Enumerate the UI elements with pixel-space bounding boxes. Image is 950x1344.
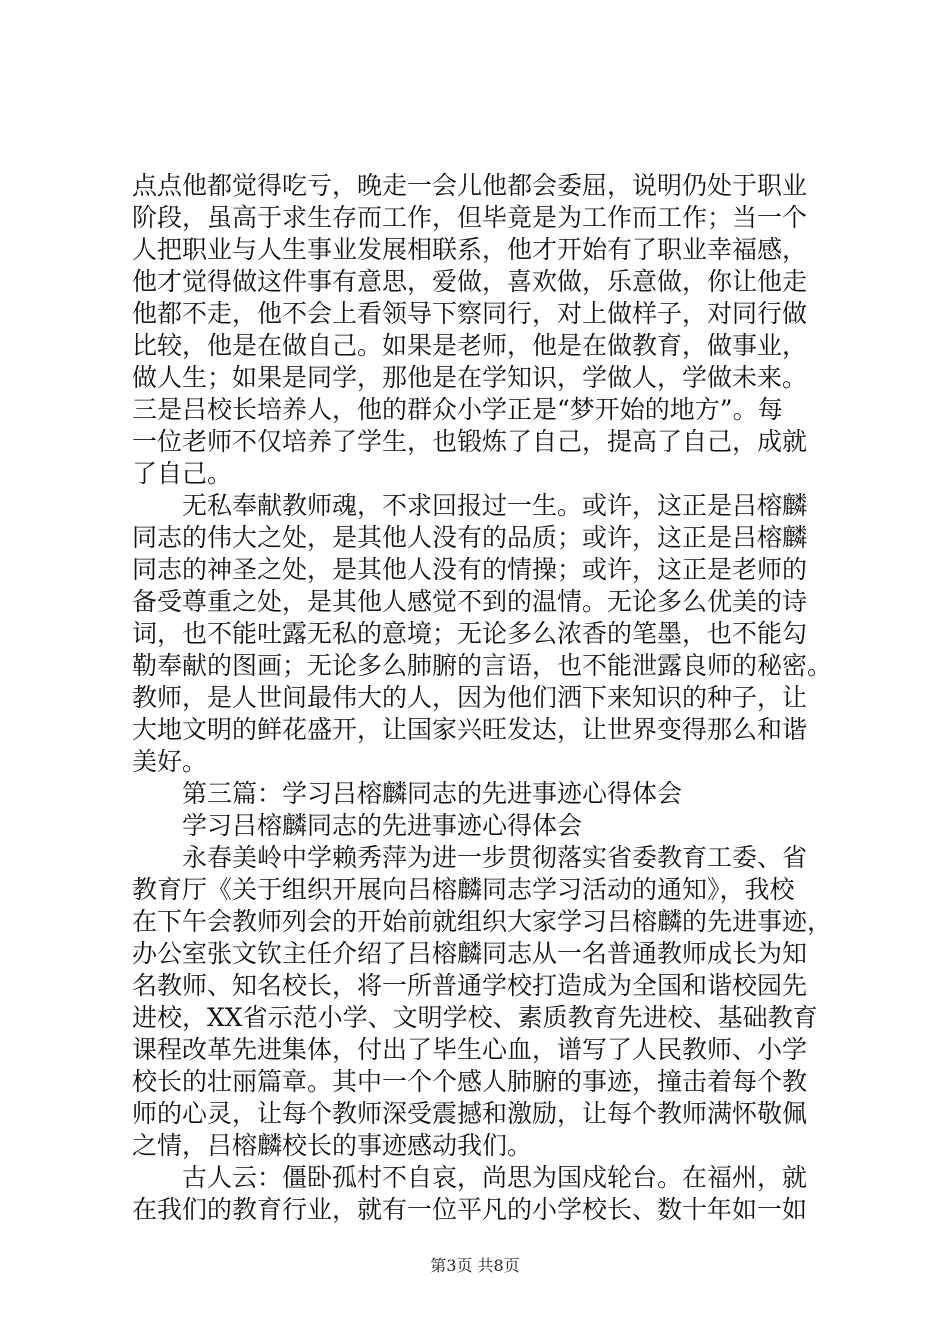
text-line: 在下午会教师列会的开始前就组织大家学习吕榕麟的先进事迹， <box>132 907 833 936</box>
text-line: 课程改革先进集体，付出了毕生心血，谱写了人民教师、小学 <box>132 1035 808 1064</box>
text-line: 比较，他是在做自己。如果是老师，他是在做教育，做事业， <box>132 331 808 360</box>
text-line: 点点他都觉得吃亏，晚走一会儿他都会委屈，说明仍处于职业 <box>132 171 808 200</box>
text-line: 在我们的教育行业，就有一位平凡的小学校长、数十年如一如 <box>132 1195 808 1224</box>
text-line: 同志的伟大之处，是其他人没有的品质；或许，这正是吕榕麟 <box>132 523 808 552</box>
text-line: 阶段，虽高于求生存而工作，但毕竟是为工作而工作；当一个 <box>132 203 808 232</box>
text-line: 他才觉得做这件事有意思，爱做，喜欢做，乐意做，你让他走 <box>132 267 808 296</box>
text-line: 词，也不能吐露无私的意境；无论多么浓香的笔墨，也不能勾 <box>132 619 808 648</box>
text-line: 名教师、知名校长，将一所普通学校打造成为全国和谐校园先 <box>132 971 808 1000</box>
text-line: 进校，XX省示范小学、文明学校、素质教育先进校、基础教育 <box>132 1003 818 1032</box>
text-line: 备受尊重之处，是其他人感觉不到的温情。无论多么优美的诗 <box>132 587 808 616</box>
text-line: 他都不走，他不会上看领导下察同行，对上做样子，对同行做 <box>132 299 808 328</box>
text-line: 之情，吕榕麟校长的事迹感动我们。 <box>132 1131 533 1160</box>
text-line: 勒奉献的图画；无论多么肺腑的言语，也不能泄露良师的秘密。 <box>132 651 833 680</box>
text-line: 教育厅《关于组织开展向吕榕麟同志学习活动的通知》，我校 <box>132 875 795 904</box>
text-line: 第三篇：学习吕榕麟同志的先进事迹心得体会 <box>182 779 683 808</box>
text-line: 一位老师不仅培养了学生，也锻炼了自己，提高了自己，成就 <box>132 427 808 456</box>
text-line: 校长的壮丽篇章。其中一个个感人肺腑的事迹，撞击着每个教 <box>132 1067 808 1096</box>
text-line: 了自己。 <box>132 459 233 488</box>
page-footer: 第3页 共8页 <box>430 1256 520 1275</box>
text-line: 三是吕校长培养人，他的群众小学正是“梦开始的地方”。每 <box>132 395 783 424</box>
text-line: 永春美岭中学赖秀萍为进一步贯彻落实省委教育工委、省 <box>182 843 808 872</box>
document-body <box>132 170 832 1226</box>
text-line: 无私奉献教师魂，不求回报过一生。或许，这正是吕榕麟 <box>182 491 808 520</box>
text-line: 人把职业与人生事业发展相联系，他才开始有了职业幸福感， <box>132 235 808 264</box>
text-line: 办公室张文钦主任介绍了吕榕麟同志从一名普通教师成长为知 <box>132 939 808 968</box>
text-line: 师的心灵，让每个教师深受震撼和激励，让每个教师满怀敬佩 <box>132 1099 808 1128</box>
text-line: 做人生；如果是同学，那他是在学知识，学做人，学做未来。 <box>132 363 808 392</box>
text-line: 古人云：僵卧孤村不自哀，尚思为国戍轮台。在福州，就 <box>182 1163 808 1192</box>
text-line: 美好。 <box>132 747 208 776</box>
text-line: 同志的神圣之处，是其他人没有的情操；或许，这正是老师的 <box>132 555 808 584</box>
text-line: 大地文明的鲜花盛开，让国家兴旺发达，让世界变得那么和谐 <box>132 715 808 744</box>
text-line: 学习吕榕麟同志的先进事迹心得体会 <box>182 811 583 840</box>
text-line: 教师，是人世间最伟大的人，因为他们洒下来知识的种子，让 <box>132 683 808 712</box>
